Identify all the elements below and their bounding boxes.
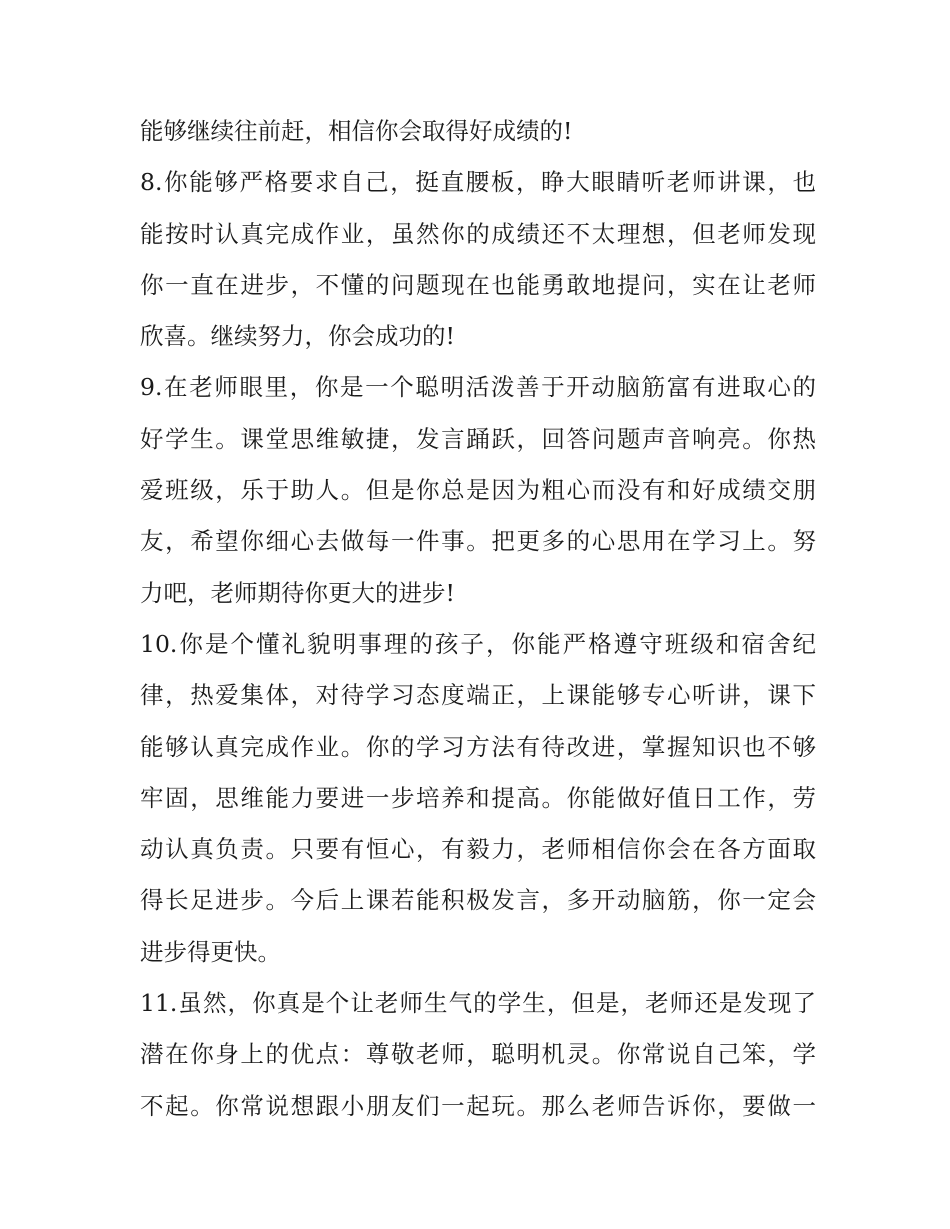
- text-line: 欣喜。继续努力，你会成功的!: [140, 322, 455, 351]
- text-line: 得长足进步。今后上课若能积极发言，多开动脑筋，你一定会: [140, 886, 816, 915]
- text-line: 潜在你身上的优点：尊敬老师，聪明机灵。你常说自己笨，学: [140, 1040, 816, 1069]
- text-line: 10.你是个懂礼貌明事理的孩子，你能严格遵守班级和宿舍纪: [140, 629, 816, 658]
- text-line: 好学生。课堂思维敏捷，发言踊跃，回答问题声音响亮。你热: [140, 424, 816, 453]
- text-line: 你一直在进步，不懂的问题现在也能勇敢地提问，实在让老师: [140, 270, 816, 299]
- text-line: 9.在老师眼里，你是一个聪明活泼善于开动脑筋富有进取心的: [140, 373, 816, 402]
- text-line: 动认真负责。只要有恒心，有毅力，老师相信你会在各方面取: [140, 835, 816, 864]
- text-line: 能按时认真完成作业，虽然你的成绩还不太理想，但老师发现: [140, 219, 816, 248]
- text-line: 8.你能够严格要求自己，挺直腰板，睁大眼睛听老师讲课，也: [140, 168, 816, 197]
- document-body: [140, 106, 816, 1132]
- text-line: 爱班级，乐于助人。但是你总是因为粗心而没有和好成绩交朋: [140, 476, 816, 505]
- text-line: 进步得更快。: [140, 937, 281, 966]
- text-line: 力吧，老师期待你更大的进步!: [140, 578, 455, 607]
- text-line: 能够继续往前赶，相信你会取得好成绩的!: [140, 117, 573, 145]
- text-line: 不起。你常说想跟小朋友们一起玩。那么老师告诉你，要做一: [140, 1091, 816, 1120]
- text-line: 牢固，思维能力要进一步培养和提高。你能做好值日工作，劳: [140, 783, 816, 812]
- text-line: 11.虽然，你真是个让老师生气的学生，但是，老师还是发现了: [140, 989, 816, 1018]
- text-line: 律，热爱集体，对待学习态度端正，上课能够专心听讲，课下: [140, 681, 816, 710]
- text-line: 能够认真完成作业。你的学习方法有待改进，掌握知识也不够: [140, 732, 816, 761]
- text-line: 友，希望你细心去做每一件事。把更多的心思用在学习上。努: [140, 527, 816, 556]
